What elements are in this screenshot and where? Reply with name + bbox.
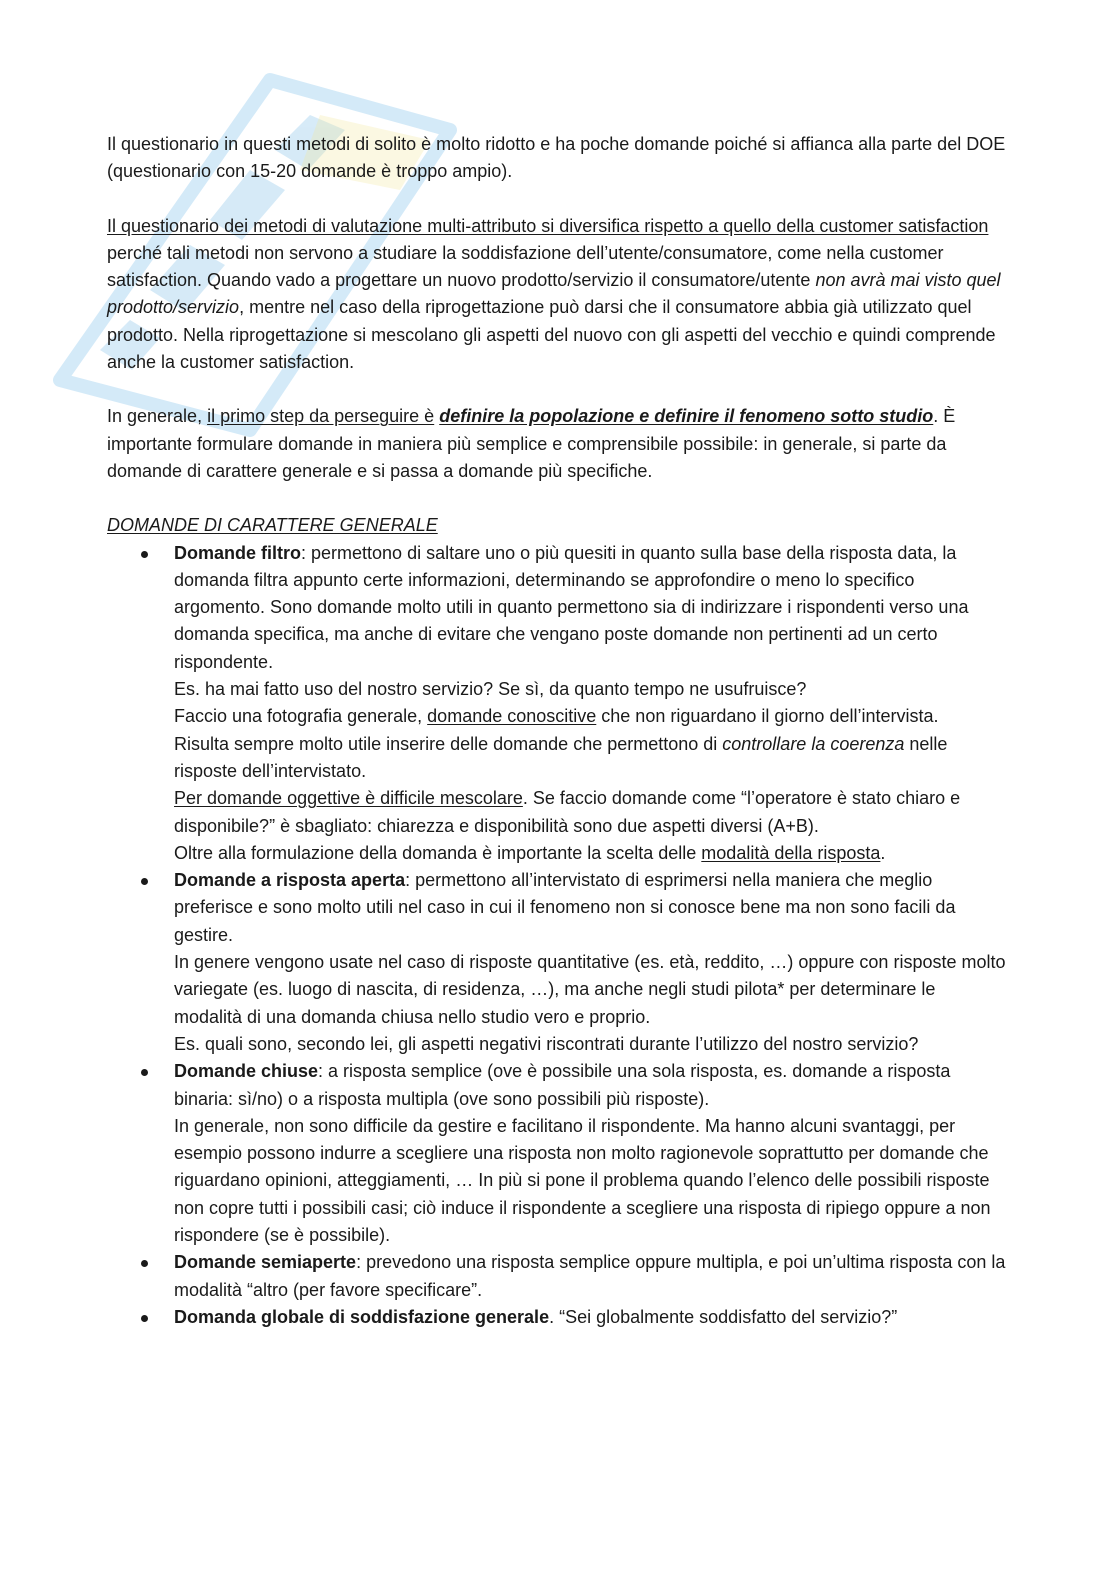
section-title: DOMANDE DI CARATTERE GENERALE: [107, 515, 438, 536]
term-definition: : prevedono una risposta semplice oppure multipla, e poi un’ultima risposta con la modalità “altro (per favore specificare”.: [174, 1252, 1006, 1300]
list-item-domanda-globale: [107, 1304, 1007, 1331]
question-types-list: [107, 540, 1007, 1332]
note-line: [174, 785, 1007, 840]
term-label: Domande semiaperte: [174, 1252, 357, 1273]
text-run: . Se faccio domande come “l’operatore è stato chiaro e disponibile?” è sbagliato: chiarezza e disponibilità sono due aspetti diversi (A+B).: [174, 788, 961, 836]
text-run: perché tali metodi non servono a studiare la soddisfazione dell’utente/consumatore, come nella customer satisfaction. Quando vado a progettare un nuovo prodotto/servizio il consumatore/utente: [107, 242, 944, 291]
term-label: Domande a risposta aperta: [174, 870, 406, 891]
term-definition: : permettono all’intervistato di esprimersi nella maniera che meglio preferisce e sono molto utili nel caso in cui il fenomeno non si conosce bene ma non sono facili da gestire.: [174, 870, 956, 945]
bold-italic-key-phrase: definire la popolazione e definire il fenomeno sotto studio: [439, 406, 934, 427]
note-line: [174, 840, 1007, 867]
italic-text: controllare la coerenza: [722, 733, 905, 754]
text-run: che non riguardano il giorno dell’intervista.: [596, 706, 939, 727]
underlined-text: modalità della risposta: [701, 842, 881, 863]
underlined-text: il primo step da perseguire è: [207, 406, 435, 427]
term-definition: : permettono di saltare uno o più quesiti in quanto sulla base della risposta data, la domanda filtra appunto certe informazioni, determinando se approfondire o meno lo specifico argomento. Sono domande molto utili in quanto permettono sia di indirizzare i rispondenti verso una domanda specifica, ma anche di evitare che vengano poste domande non pertinenti ad un certo rispondente.: [174, 542, 969, 672]
list-item-domande-aperte: [107, 867, 1007, 1058]
text-run: . È importante formulare domande in maniera più semplice e comprensibile possibile: in generale, si parte da domande di carattere generale e si passa a domande più specifiche.: [107, 406, 956, 481]
bullet-icon: [141, 551, 148, 558]
note-line: [174, 731, 1007, 786]
term-label: Domande chiuse: [174, 1061, 319, 1082]
bullet-icon: [141, 878, 148, 885]
text-run: nelle risposte dell’intervistato.: [174, 733, 948, 781]
italic-text: non avrà mai visto quel prodotto/servizio: [107, 270, 1001, 318]
text-run: .: [880, 842, 886, 863]
bullet-icon: [141, 1315, 148, 1322]
underlined-text: Il questionario dei metodi di valutazione multi-attributo si diversifica rispetto a quello della customer satisfaction: [107, 215, 989, 236]
list-item-domande-chiuse: [107, 1058, 1007, 1249]
text-run: , mentre nel caso della riprogettazione può darsi che il consumatore abbia già utilizzato quel prodotto. Nella riprogettazione si mescolano gli aspetti del nuovo con gli aspetti del vecchio e quindi comprende anche la customer satisfaction.: [107, 297, 996, 373]
intro-paragraph-1: Il questionario in questi metodi di solito è molto ridotto e ha poche domande poiché si affianca alla parte del DOE (questionario con 15-20 domande è troppo ampio).: [107, 134, 1006, 182]
note-line: In generale, non sono difficile da gestire e facilitano il rispondente. Ma hanno alcuni svantaggi, per esempio possono indurre a scegliere una risposta non molto ragionevole soprattutto per domande che riguardano opinioni, atteggiamenti, … In più si pone il problema quando l’elenco delle possibili risposte non copre tutti i possibili casi; ciò induce il rispondente a scegliere una risposta di ripiego oppure a non rispondere (se è possibile).: [174, 1115, 991, 1245]
list-item-domande-filtro: [107, 540, 1007, 868]
intro-paragraph-2: [107, 213, 1007, 377]
underlined-text: Per domande oggettive è difficile mescolare: [174, 788, 523, 809]
underlined-text: domande conoscitive: [427, 706, 597, 727]
example-line: Es. ha mai fatto uso del nostro servizio? Se sì, da quanto tempo ne usufruisce?: [174, 679, 807, 700]
text-run: In generale,: [107, 406, 208, 427]
term-label: Domande filtro: [174, 542, 302, 563]
term-definition: . “Sei globalmente soddisfatto del servizio?”: [549, 1306, 898, 1327]
document-body: [107, 131, 1007, 1331]
note-line: [174, 703, 1007, 730]
list-item-domande-semiaperte: [107, 1249, 1007, 1304]
text-run: Oltre alla formulazione della domanda è importante la scelta delle: [174, 842, 702, 863]
text-run: Risulta sempre molto utile inserire delle domande che permettono di: [174, 733, 723, 754]
bullet-icon: [141, 1260, 148, 1267]
intro-paragraph-3: [107, 403, 1007, 485]
bullet-icon: [141, 1069, 148, 1076]
term-definition: : a risposta semplice (ove è possibile una sola risposta, es. domande a risposta binaria: sì/no) o a risposta multipla (ove sono possibili più risposte).: [174, 1061, 951, 1109]
example-line: Es. quali sono, secondo lei, gli aspetti negativi riscontrati durante l’utilizzo del nostro servizio?: [174, 1033, 919, 1054]
note-line: In genere vengono usate nel caso di risposte quantitative (es. età, reddito, …) oppure con risposte molto variegate (es. luogo di nascita, di residenza, …), ma anche negli studi pilota* per determinare le modalità di una domanda chiusa nello studio vero e proprio.: [174, 952, 1006, 1027]
term-label: Domanda globale di soddisfazione generale: [174, 1306, 550, 1327]
text-run: Faccio una fotografia generale,: [174, 706, 428, 727]
